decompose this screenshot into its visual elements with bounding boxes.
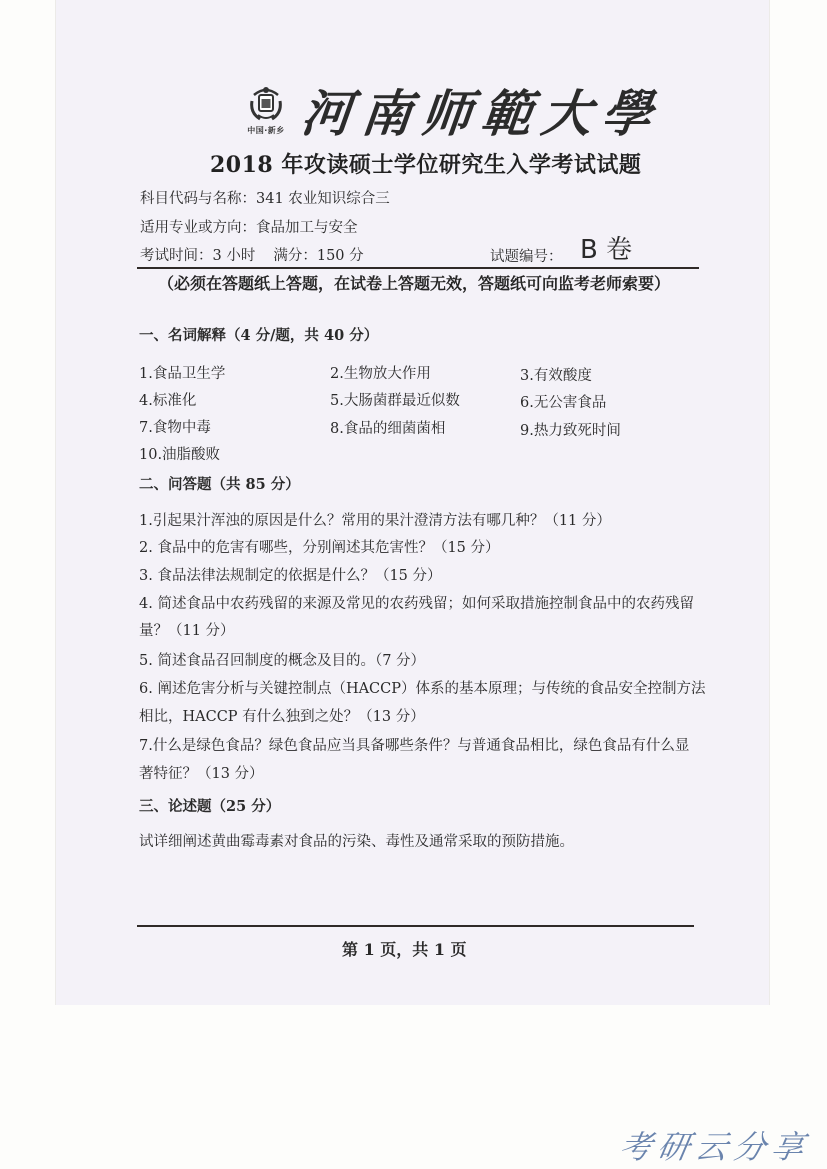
full-score-label: 满分：	[273, 248, 317, 264]
header-divider	[137, 267, 699, 269]
term-item: 5.大肠菌群最近似数	[330, 393, 460, 409]
emblem-icon	[246, 81, 286, 123]
full-score-value: 150 分	[316, 248, 364, 264]
term-item: 7.食物中毒	[139, 420, 211, 436]
question-line: 3. 食品法律法规制定的依据是什么？（15 分）	[139, 568, 442, 584]
term-item: 1.食品卫生学	[139, 366, 226, 382]
question-line: 2. 食品中的危害有哪些，分别阐述其危害性？（15 分）	[139, 540, 500, 556]
emblem-caption: 中国·新乡	[247, 126, 285, 135]
term-item: 2.生物放大作用	[330, 366, 431, 382]
major-label: 适用专业或方向：	[140, 220, 256, 236]
section-2-heading: 二、问答题（共 85 分）	[139, 476, 300, 493]
term-item: 6.无公害食品	[520, 395, 607, 411]
question-line: 著特征？（13 分）	[139, 766, 264, 782]
question-line: 1.引起果汁浑浊的原因是什么？常用的果汁澄清方法有哪几种？（11 分）	[139, 513, 611, 529]
footer-divider	[137, 925, 694, 927]
subject-value: 341 农业知识综合三	[256, 191, 390, 207]
subject-label: 科目代码与名称：	[140, 191, 256, 207]
subject-line	[140, 187, 390, 208]
term-item: 9.热力致死时间	[520, 423, 621, 439]
duration-label: 考试时间：	[140, 248, 213, 264]
page-indicator: 第 1 页，共 1 页	[342, 940, 467, 959]
major-line	[140, 216, 358, 237]
question-line: 4. 简述食品中农药残留的来源及常见的农药残留；如何采取措施控制食品中的农药残留	[139, 596, 694, 612]
question-line: 5. 简述食品召回制度的概念及目的。（7 分）	[139, 653, 426, 669]
exam-code-value: B 卷	[580, 235, 633, 265]
exam-code-label: 试题编号：	[490, 249, 563, 265]
university-name: 河南师範大學	[298, 84, 665, 143]
exam-info-line	[140, 244, 364, 265]
essay-question: 试详细阐述黄曲霉毒素对食品的污染、毒性及通常采取的预防措施。	[139, 834, 574, 850]
term-item: 3.有效酸度	[520, 368, 592, 384]
term-item: 10.油脂酸败	[139, 447, 221, 463]
duration-value: 3 小时	[212, 248, 256, 264]
section-1-heading: 一、名词解释（4 分/题，共 40 分）	[139, 327, 379, 344]
university-header	[238, 80, 665, 143]
watermark-text: 考研云分享	[616, 1128, 814, 1166]
answer-sheet-notice: （必须在答题纸上答题，在试卷上答题无效，答题纸可向监考老师索要）	[158, 274, 671, 293]
term-item: 4.标准化	[139, 393, 197, 409]
question-line: 7.什么是绿色食品？绿色食品应当具备哪些条件？与普通食品相比，绿色食品有什么显	[139, 738, 690, 754]
question-line: 6. 阐述危害分析与关键控制点（HACCP）体系的基本原理；与传统的食品安全控制方法	[139, 681, 706, 697]
question-line: 量？（11 分）	[139, 623, 235, 639]
question-line: 相比，HACCP 有什么独到之处？（13 分）	[139, 709, 425, 725]
exam-title: 2018 年攻读硕士学位研究生入学考试试题	[210, 152, 642, 178]
section-3-heading: 三、论述题（25 分）	[139, 798, 281, 815]
major-value: 食品加工与安全	[256, 220, 358, 236]
term-item: 8.食品的细菌菌相	[330, 421, 446, 437]
university-emblem	[238, 81, 294, 139]
